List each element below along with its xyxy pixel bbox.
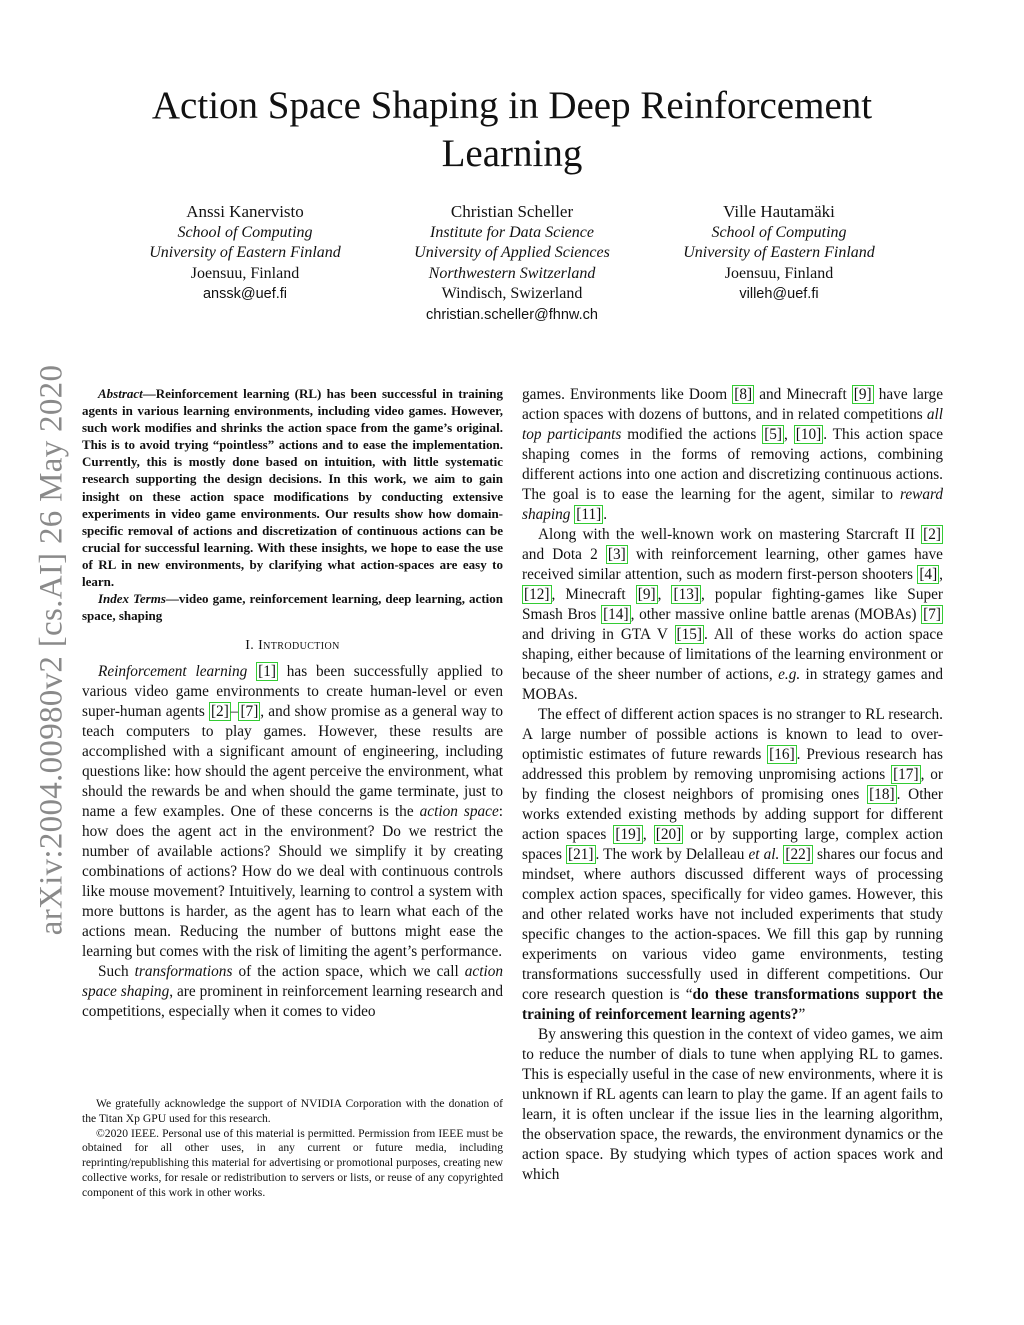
citation-link[interactable]: [7] (240, 703, 259, 721)
index-terms (82, 590, 503, 624)
author-1 (110, 202, 380, 305)
right-paragraph (522, 1025, 943, 1185)
citation-link[interactable]: [17] (893, 766, 919, 783)
author-email: anssk@uef.fi (202, 286, 288, 302)
citation-link[interactable]: [16] (769, 746, 795, 763)
right-paragraph (522, 525, 943, 705)
left-paragraph (82, 962, 503, 1022)
text-segment: modified the actions (621, 426, 763, 443)
text-segment: – (230, 703, 239, 721)
citation-link[interactable]: [5] (764, 426, 783, 443)
author-organization: University of Applied Sciences (414, 244, 610, 261)
text-segment: By answering this question in the context of video games, we aim to reduce the number of dials to tune when applying RL to games. This is especially useful in the case of new environments, where it is unknown if RL agents can learn to play the game. If an agent fails to learn, it is often unclear if the issue lies in the learning algorithm, the observation space, the rewards, the environment dynamics or the action space. By studying which types of action spaces work and which (522, 1026, 943, 1183)
author-department: School of Computing (177, 223, 313, 241)
text-segment: and driving in GTA V (522, 626, 675, 643)
paper-title: Action Space Shaping in Deep Reinforcement Learning (151, 84, 873, 175)
abstract-label: Abstract (98, 386, 143, 401)
emphasis-text: et al. (748, 846, 780, 863)
left-paragraph (82, 662, 503, 962)
emphasis-text: all top participants (522, 406, 943, 443)
text-segment: , popular fighting-games like Super Smash Bros (522, 586, 943, 623)
citation-link[interactable]: [2] (210, 703, 229, 721)
text-segment: ” (798, 1006, 806, 1023)
text-segment: and Dota 2 (522, 546, 606, 563)
citation-link[interactable]: [2] (923, 526, 941, 543)
abstract (82, 385, 503, 590)
author-name: Christian Scheller (450, 202, 574, 221)
author-name: Anssi Kanervisto (186, 202, 304, 221)
text-segment: . Previous research has addressed this problem by removing unpromising actions (522, 746, 943, 783)
text-segment: , (784, 426, 794, 443)
text-segment: . Other works extended existing methods by adding support for different action spaces (522, 786, 943, 843)
text-segment: shares our focus and mindset, where authors discussed different ways of processing complex action spaces, specifically for video games. However, this and other related works have not included experiments that study specific changes to the action-spaces. We fill this gap by running experiments on various video game environments, testing transformations successfully used in different competitions. Our core research question is “ (522, 846, 944, 1003)
citation-link[interactable]: [14] (603, 606, 629, 623)
arxiv-identifier: arXiv:2004.00980v2 [cs.AI] 26 May 2020 (33, 364, 70, 936)
bold-text: do these transformations support the training of reinforcement learning agents? (522, 986, 943, 1023)
author-organization: University of Eastern Finland (683, 244, 875, 261)
text-segment: and Minecraft (754, 386, 852, 403)
section-heading (82, 638, 503, 654)
citation-link[interactable]: [21] (568, 846, 594, 863)
citation-link[interactable]: [15] (676, 626, 703, 643)
text-segment: . All of these works do action space shaping, either because of limitations of the learning environment or because of the sheer number of actions, (522, 626, 944, 683)
citation-link[interactable]: [3] (607, 546, 626, 563)
footnotes (82, 1097, 503, 1201)
text-segment: , are prominent in reinforcement learning research and competitions, especially when it comes to video (82, 983, 503, 1021)
author-department: Institute for Data Science (430, 223, 594, 241)
text-segment: . This action space shaping comes in the forms of removing actions, combining different actions into one action and discretizing continuous actions. The goal is to ease the learning for the agent, similar to (522, 426, 944, 503)
index-terms-label: Index Terms (98, 591, 166, 607)
author-3 (644, 202, 914, 305)
author-email: christian.scheller@fhnw.ch (426, 306, 598, 323)
author-location: Windisch, Swizerland (441, 285, 583, 302)
text-segment: of the action space, which we call (232, 963, 465, 981)
text-segment: . (603, 506, 608, 523)
citation-link[interactable]: [9] (853, 386, 872, 403)
author-name: Ville Hautamäki (723, 202, 835, 221)
text-segment: has been successfully applied to various video game environments to create human-level or even super-human agents (82, 663, 504, 721)
citation-link[interactable]: [12] (524, 586, 550, 603)
author-department: School of Computing (711, 223, 847, 241)
emphasis-text: transformations (134, 963, 233, 981)
left-column (82, 385, 503, 1022)
citation-link[interactable]: [7] (923, 606, 942, 623)
citation-link[interactable]: [20] (655, 826, 682, 843)
text-segment: with reinforcement learning, other games have received similar attention, such as modern first-person shooters (522, 546, 943, 583)
text-segment: or by supporting large, complex action spaces (522, 826, 944, 863)
text-segment: , and show promise as a general way to teach computers to play games. However, these results are accomplished with a significant amount of engineering, including questions like: how should the agent perceive the environment, what should the rewards be and when should the game terminate, just to name a few examples. One of these concerns is the (82, 703, 503, 821)
citation-link[interactable]: [10] (795, 426, 822, 443)
citation-link[interactable]: [19] (615, 826, 641, 843)
emphasis-text: e.g. (778, 666, 801, 683)
left-body-text (82, 662, 503, 1022)
citation-link[interactable]: [13] (673, 586, 699, 603)
right-body-text (522, 385, 943, 1185)
text-segment: , Minecraft (551, 586, 636, 603)
text-segment: , (657, 586, 672, 603)
citation-link[interactable]: [11] (576, 506, 602, 523)
text-segment: . The work by Delalleau (595, 846, 749, 863)
text-segment: : how does the agent act in the environment? Do we restrict the number of available actions? Should we simplify it by creating combinations of actions? How do we deal with continuous controls like mouse movement? Intuitively, learning to control a system with more buttons is harder, as the agent has to learn what each of the actions mean. Reducing the number of buttons might ease the learning but comes with the risk of limiting the agent’s performance. (82, 803, 503, 961)
citation-link[interactable]: [1] (258, 663, 276, 681)
text-segment: , (642, 826, 654, 843)
index-terms-text: —video game, reinforcement learning, deep learning, action space, shaping (82, 591, 504, 624)
author-organization: University of Eastern Finland (149, 244, 341, 261)
right-paragraph (522, 705, 943, 1025)
text-segment: , (939, 566, 943, 583)
author-email: villeh@uef.fi (739, 286, 819, 302)
emphasis-text: action space (419, 803, 499, 821)
text-segment: , other massive online battle arenas (MOBAs) (630, 606, 922, 623)
citation-link[interactable]: [18] (869, 786, 895, 803)
author-2 (377, 202, 647, 325)
right-column (522, 385, 943, 1185)
text-segment (247, 663, 256, 680)
author-location: Joensuu, Finland (190, 264, 300, 282)
footnote-copyright: ©2020 IEEE. Personal use of this material is permitted. Permission from IEEE must be obtained for all other uses, in any current or future media, including reprinting/republishing this material for advertising or promotional purposes, creating new collective works, for resale or redistribution to servers or lists, or reuse of any copyrighted component of this work in other works. (82, 1126, 503, 1199)
right-paragraph (522, 385, 943, 525)
citation-link[interactable]: [8] (734, 386, 753, 403)
author-organization-2: Northwestern Switzerland (428, 264, 596, 282)
text-segment: games. Environments like Doom (522, 386, 733, 403)
author-location: Joensuu, Finland (724, 264, 834, 282)
text-segment: Such (98, 963, 135, 981)
text-segment: Along with the well-known work on mastering Starcraft II (538, 526, 922, 543)
text-segment: The effect of different action spaces is no stranger to RL research. A large number of possible actions is known to lead to over-optimistic estimates of future rewards (522, 706, 943, 763)
section-number: I. (245, 638, 255, 654)
section-title: Introduction (258, 638, 340, 654)
emphasis-text: action space shaping (82, 963, 503, 1001)
emphasis-text: Reinforcement learning (98, 663, 248, 681)
footnote-acknowledgement: We gratefully acknowledge the support of NVIDIA Corporation with the donation of the Titan Xp GPU used for this research. (82, 1097, 503, 1125)
citation-link[interactable]: [22] (785, 846, 811, 863)
emphasis-text: reward shaping (522, 486, 943, 523)
text-segment: , or by finding the closest neighbors of promising ones (522, 766, 943, 803)
text-segment: have large action spaces with dozens of buttons, and in related competitions (522, 386, 943, 423)
citation-link[interactable]: [4] (919, 566, 938, 583)
abstract-text: —Reinforcement learning (RL) has been successful in training agents in various learning environments, including video games. However, such work modifies and shrinks the action space from the game’s original. This is to avoid trying “pointless” actions and to ease the implementation. Currently, this is mostly done based on intuition, with little systematic research supporting the design decisions. In this work, we aim to gain insight on these action space modifications by conducting extensive experiments in video game environments. Our results show how domain-specific removal of actions and discretization of continuous actions can be crucial for successful learning. With these insights, we hope to ease the use of RL in new environments, by clarifying what action-spaces are easy to learn. (82, 386, 503, 590)
text-segment: in strategy games and MOBAs. (522, 666, 943, 703)
citation-link[interactable]: [9] (637, 586, 656, 603)
